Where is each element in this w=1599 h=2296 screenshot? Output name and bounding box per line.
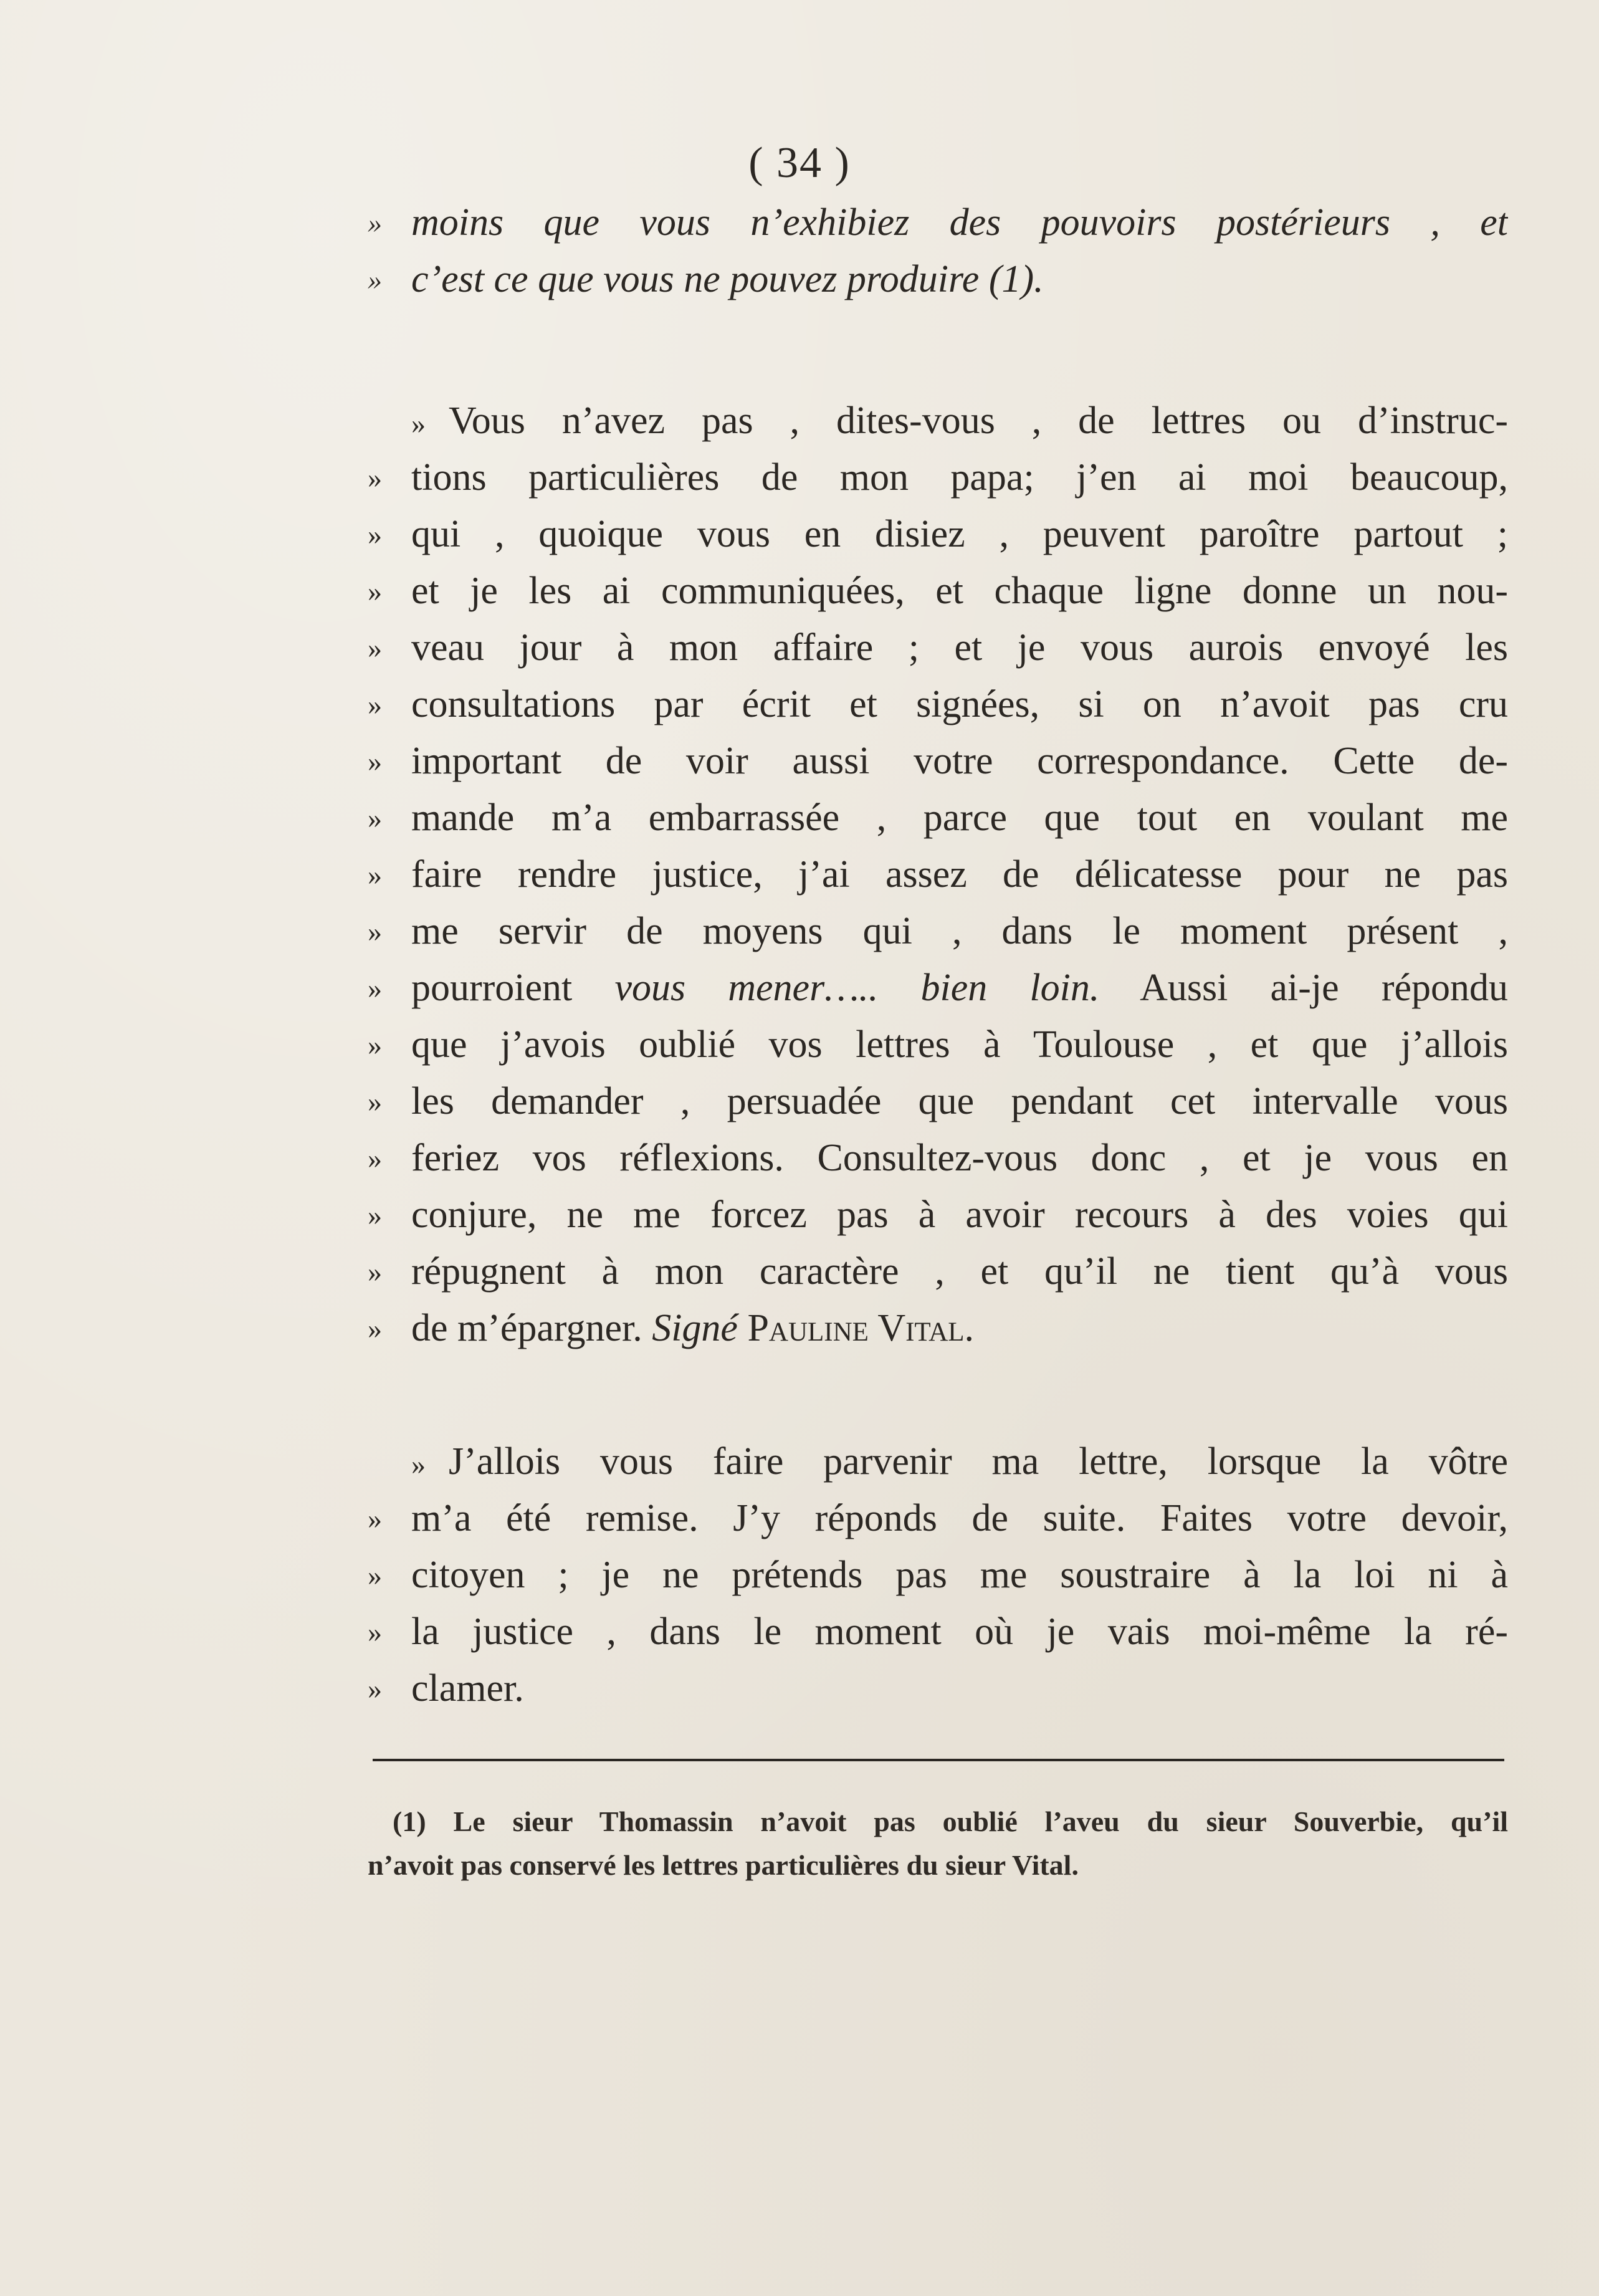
line-text: citoyen ; je ne prétends pas me soustraire à la loi ni à <box>411 1554 1508 1596</box>
text-line <box>368 1547 1508 1604</box>
quote-mark: » <box>368 1673 382 1705</box>
text-line <box>368 1433 1508 1490</box>
paragraph-1 <box>368 194 1508 308</box>
text-line <box>368 1016 1508 1073</box>
quote-mark: » <box>368 264 382 295</box>
text-line <box>368 563 1508 619</box>
text-line <box>368 251 1508 308</box>
line-text: c’est ce que vous ne pouvez produire (1). <box>411 258 1044 300</box>
line-text-part: de m’épargner. <box>411 1307 652 1349</box>
line-text: feriez vos réflexions. Consultez-vous donc , et je vous en <box>411 1137 1508 1179</box>
text-line <box>368 1243 1508 1300</box>
line-text: clamer. <box>411 1667 524 1710</box>
quote-mark: » <box>368 1086 382 1117</box>
text-line <box>368 846 1508 903</box>
footnote <box>368 1800 1508 1887</box>
quote-mark: » <box>368 632 382 664</box>
paragraph-2 <box>368 393 1508 1357</box>
text-line <box>368 733 1508 790</box>
quote-mark: » <box>368 207 382 239</box>
line-text: conjure, ne me forcez pas à avoir recours à des voies qui <box>411 1193 1508 1236</box>
quote-mark: » <box>368 1313 382 1344</box>
text-line <box>368 1300 1508 1357</box>
line-text-part: pourroient <box>411 967 615 1009</box>
text-line <box>368 1660 1508 1717</box>
quote-mark: » <box>368 1616 382 1648</box>
line-text: tions particulières de mon papa; j’en ai moi beaucoup, <box>411 456 1508 499</box>
line-text: et je les ai communiquées, et chaque ligne donne un nou- <box>411 570 1508 612</box>
line-text: moins que vous n’exhibiez des pouvoirs postérieurs , et <box>411 201 1508 244</box>
paragraph-3 <box>368 1433 1508 1717</box>
line-text-part: Aussi ai-je répondu <box>1099 967 1508 1009</box>
line-text: veau jour à mon affaire ; et je vous aurois envoyé les <box>411 626 1508 669</box>
text-line <box>368 194 1508 251</box>
line-text: les demander , persuadée que pendant cet intervalle vous <box>411 1080 1508 1122</box>
text-line <box>368 676 1508 733</box>
text-line <box>368 1604 1508 1660</box>
text-line <box>368 903 1508 960</box>
quote-mark: » <box>368 1256 382 1288</box>
text-line <box>368 1073 1508 1130</box>
signed-word: Signé <box>652 1307 738 1349</box>
line-text: la justice , dans le moment où je vais moi-même la ré- <box>411 1610 1508 1653</box>
footnote-rule <box>373 1759 1504 1761</box>
quote-mark: » <box>411 408 426 439</box>
line-text: Vous n’avez pas , dites-vous , de lettres ou d’instruc- <box>449 399 1508 442</box>
line-text: m’a été remise. J’y réponds de suite. Faites votre devoir, <box>411 1497 1508 1539</box>
text-line <box>368 1490 1508 1547</box>
text-line <box>368 1187 1508 1243</box>
line-text: faire rendre justice, j’ai assez de délicatesse pour ne pas <box>411 853 1508 896</box>
text-line <box>368 449 1508 506</box>
quote-mark: » <box>368 802 382 834</box>
line-text <box>411 1307 974 1349</box>
text-line <box>368 619 1508 676</box>
italic-phrase: vous mener….. bien loin. <box>614 967 1100 1009</box>
footnote-line: n’avoit pas conservé les lettres particulières du sieur Vital. <box>368 1849 1079 1881</box>
quote-mark: » <box>368 859 382 891</box>
quote-mark: » <box>368 1559 382 1591</box>
text-line <box>368 790 1508 846</box>
quote-mark: » <box>368 972 382 1004</box>
quote-mark: » <box>368 1029 382 1061</box>
line-text <box>411 967 1508 1009</box>
line-text: J’allois vous faire parvenir ma lettre, lorsque la vôtre <box>449 1440 1508 1483</box>
text-line <box>368 506 1508 563</box>
quote-mark: » <box>368 916 382 947</box>
line-text: que j’avois oublié vos lettres à Toulouse , et que j’allois <box>411 1023 1508 1066</box>
text-line <box>368 393 1508 449</box>
line-text: qui , quoique vous en disiez , peuvent paroître partout ; <box>411 513 1508 555</box>
page-number: ( 34 ) <box>748 139 851 187</box>
quote-mark: » <box>368 689 382 720</box>
quote-mark: » <box>411 1448 426 1480</box>
line-text: répugnent à mon caractère , et qu’il ne tient qu’à vous <box>411 1250 1508 1293</box>
quote-mark: » <box>368 1199 382 1231</box>
quote-mark: » <box>368 519 382 550</box>
quote-mark: » <box>368 462 382 494</box>
quote-mark: » <box>368 575 382 607</box>
text-line <box>368 1130 1508 1187</box>
line-text: important de voir aussi votre correspondance. Cette de- <box>411 740 1508 782</box>
signature-name: Pauline Vital. <box>737 1307 975 1349</box>
quote-mark: » <box>368 1142 382 1174</box>
text-line <box>368 960 1508 1016</box>
line-text: me servir de moyens qui , dans le moment présent , <box>411 910 1508 952</box>
footnote-line: (1) Le sieur Thomassin n’avoit pas oublié l’aveu du sieur Souverbie, qu’il <box>393 1806 1508 1837</box>
line-text: mande m’a embarrassée , parce que tout en voulant me <box>411 796 1508 839</box>
quote-mark: » <box>368 745 382 777</box>
line-text: consultations par écrit et signées, si on n’avoit pas cru <box>411 683 1508 725</box>
quote-mark: » <box>368 1503 382 1534</box>
